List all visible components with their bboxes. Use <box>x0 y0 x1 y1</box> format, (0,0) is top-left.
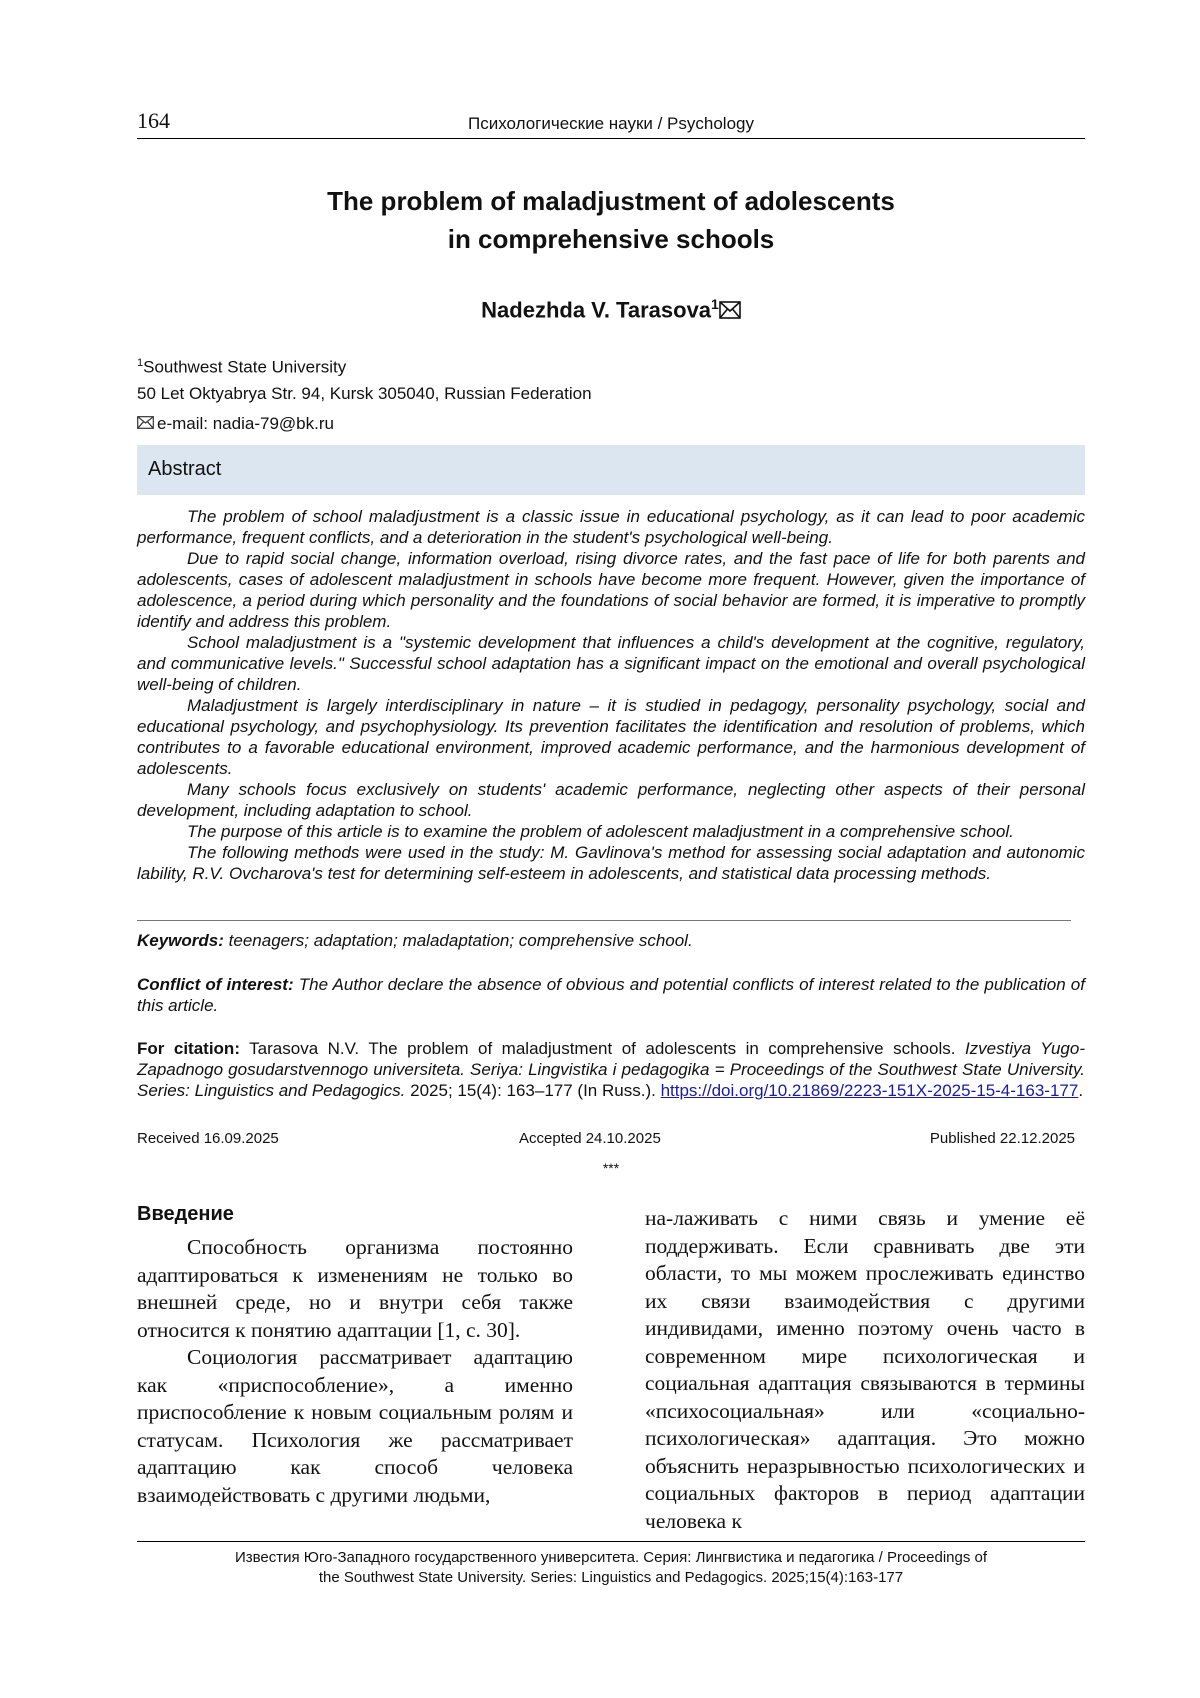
body-column-left <box>137 1203 573 1509</box>
citation: For citation: Tarasova N.V. The problem of maladjustment of adolescents in comprehensive schools. Izvestiya Yugo-Zapadnogo gosudarstvennogo universiteta. Seriya: Lingvistika i pedagogika = Proceedings of the Southwest State University. Series: Linguistics and Pedagogics. 2025; 15(4): 163–177 (In Russ.). https://doi.org/10.21869/2223-151X-2025-15-4-163-177. <box>137 1039 1085 1100</box>
page-footer <box>137 1541 1085 1588</box>
keywords <box>137 930 1085 951</box>
abstract-paragraph: Maladjustment is largely interdisciplinary in nature – it is studied in pedagogy, personality psychology, social and educational psychology, and psychophysiology. Its prevention facilitates the identification and resolution of problems, which contributes to a favorable educational environment, improved academic performance, and the harmonious development of adolescents. <box>137 696 1085 778</box>
abstract-paragraph: The following methods were used in the study: M. Gavlinova's method for assessing social adaptation and autonomic lability, R.V. Ovcharova's test for determining self-esteem in adolescents, and statistical data processing methods. <box>137 843 1085 883</box>
article-title <box>137 182 1085 258</box>
title-line: The problem of maladjustment of adolescents <box>327 186 895 216</box>
conflict-of-interest <box>137 974 1085 1016</box>
doi-link[interactable]: https://doi.org/10.21869/2223-151X-2025-15-4-163-177 <box>660 1081 1079 1100</box>
body-paragraph: Способность организма постоянно адаптироваться к изменениям не только во внешней среде, но и внутри себя также относится к понятию адаптации [1, с. 30]. <box>137 1235 573 1342</box>
abstract-heading: Abstract <box>148 458 222 480</box>
abstract-heading-bar <box>137 445 1085 495</box>
footer-line: the Southwest State University. Series: Linguistics and Pedagogics. 2025;15(4):163-177 <box>318 1569 904 1586</box>
affiliation-mark: 1 <box>137 357 144 369</box>
affiliation <box>137 350 592 407</box>
citation-journal: Izvestiya Yugo-Zapadnogo gosudarstvennogo universiteta. Seriya: Lingvistika i pedagogika = Proceedings of the Southwest State University. Series: Linguistics and Pedagogics. <box>137 1039 1085 1100</box>
email-line <box>137 414 334 434</box>
keywords-label: Keywords: <box>137 931 224 950</box>
author-name: Nadezhda V. Tarasova <box>481 297 712 323</box>
abstract-paragraph: School maladjustment is a "systemic development that influences a child's development at the cognitive, regulatory, and communicative levels." Successful school adaptation has a significant impact on the emotional and overall psychological well-being of children. <box>137 633 1085 694</box>
body-paragraph: на-лаживать с ними связь и умение её поддерживать. Если сравнивать две эти области, то мы можем прослеживать единство их связи взаимодействия с другими индивидами, именно поэтому очень часто в современном мире психологическая и социальная адаптация связываются в термины «психосоциальная» или «социально-психологическая» адаптация. Это можно объяснить неразрывностью психологических и социальных факторов в период адаптации человека к <box>645 1206 1085 1533</box>
footer-line: Известия Юго-Западного государственного университета. Серия: Лингвистика и педагогика / Proceedings of <box>234 1549 988 1566</box>
author-line <box>137 296 1085 325</box>
section-divider <box>137 920 1071 921</box>
university: Southwest State University <box>143 357 347 377</box>
page-header <box>137 108 1085 139</box>
citation-label: For citation: <box>137 1039 240 1058</box>
abstract-paragraph: The purpose of this article is to examine the problem of adolescent maladjustment in a comprehensive school. <box>187 822 1014 841</box>
section-heading: Введение <box>137 1203 234 1225</box>
title-line: in comprehensive schools <box>447 224 775 254</box>
published-date: Published 22.12.2025 <box>929 1130 1075 1147</box>
address: 50 Let Oktyabrya Str. 94, Kursk 305040, Russian Federation <box>137 383 592 403</box>
conflict-label: Conflict of interest: <box>137 975 294 994</box>
abstract-paragraph: Due to rapid social change, information overload, rising divorce rates, and the fast pace of life for both parents and adolescents, cases of adolescent maladjustment in schools have become more frequent. However, given the importance of adolescence, a period during which personality and the foundations of social behavior are formed, it is imperative to promptly identify and address this problem. <box>137 549 1085 631</box>
envelope-icon <box>137 414 154 434</box>
body-column-right <box>645 1205 1085 1535</box>
running-head: Психологические науки / Psychology <box>468 114 754 133</box>
body-paragraph: Социология рассматривает адаптацию как «приспособление», а именно приспособление к новым социальным ролям и статусам. Психология же рассматривает адаптацию как способ человека взаимодействовать с другими людьми, <box>137 1345 573 1507</box>
page-number: 164 <box>137 108 170 133</box>
email-address[interactable]: e-mail: nadia-79@bk.ru <box>157 414 334 433</box>
citation-details: 2025; 15(4): 163–177 (In Russ.). <box>410 1081 656 1100</box>
publication-dates <box>137 1130 1075 1152</box>
author-affiliation-mark: 1 <box>711 296 719 312</box>
abstract-body <box>137 506 1085 884</box>
conflict-text: The Author declare the absence of obvious and potential conflicts of interest related to the publication of this article. <box>137 975 1085 1015</box>
envelope-icon <box>719 299 741 325</box>
keywords-text: teenagers; adaptation; maladaptation; comprehensive school. <box>228 931 693 950</box>
received-date: Received 16.09.2025 <box>137 1130 279 1147</box>
abstract-paragraph: The problem of school maladjustment is a classic issue in educational psychology, as it can lead to poor academic performance, frequent conflicts, and a deterioration in the student's psychological well-being. <box>137 507 1085 547</box>
separator-stars: *** <box>602 1160 620 1176</box>
accepted-date: Accepted 24.10.2025 <box>519 1130 661 1147</box>
citation-text: Tarasova N.V. The problem of maladjustment of adolescents in comprehensive schools. <box>249 1039 956 1058</box>
abstract-paragraph: Many schools focus exclusively on students' academic performance, neglecting other aspects of their personal development, including adaptation to school. <box>137 780 1085 820</box>
